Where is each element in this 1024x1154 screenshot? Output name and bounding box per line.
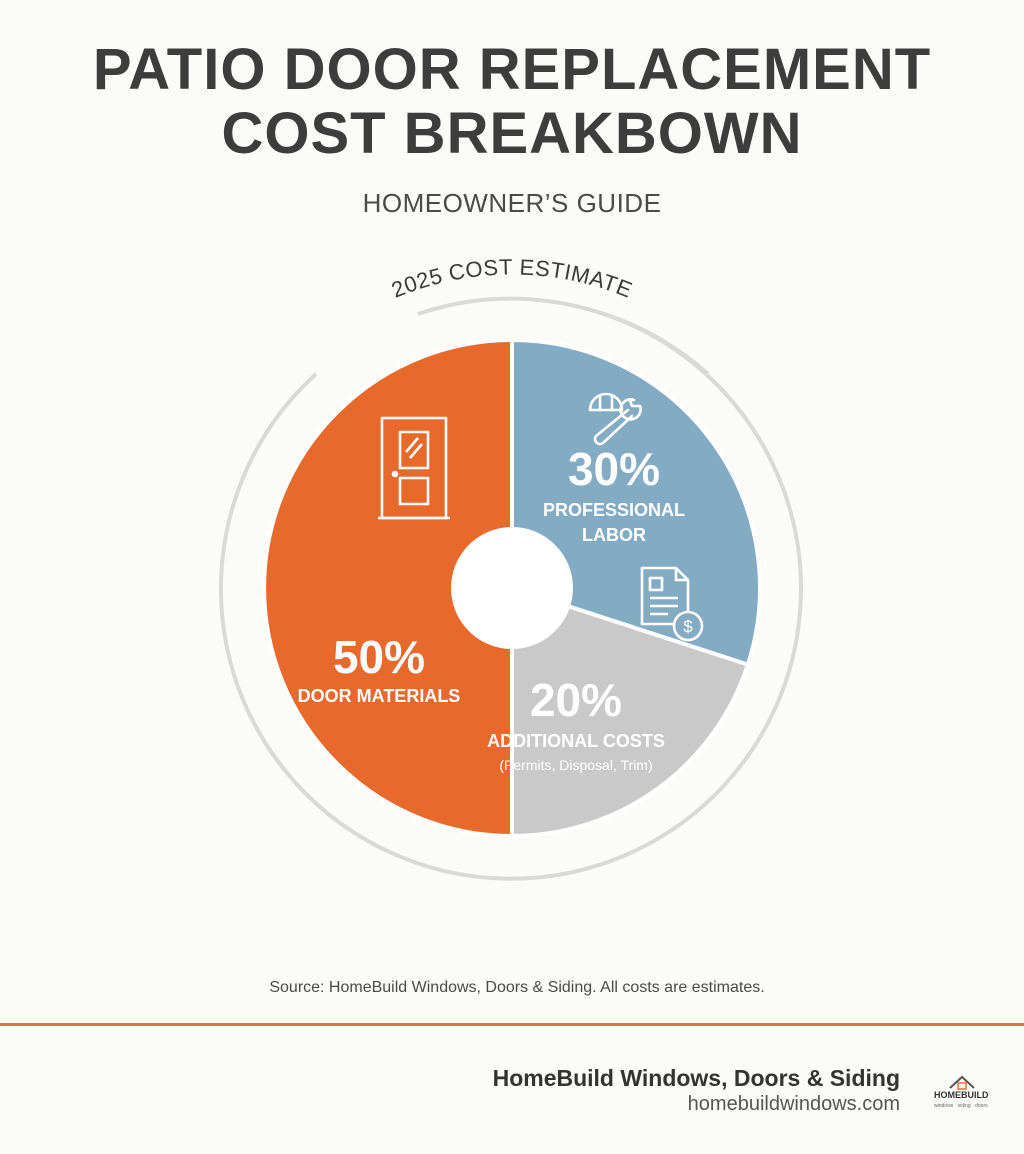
arc-label: 2025 COST ESTIMATE	[387, 254, 636, 303]
slice-category-label: PROFESSIONAL	[542, 500, 686, 520]
logo-subtext: windows · siding · doors	[934, 1103, 988, 1109]
slice-value-label: 20%	[529, 674, 623, 726]
brand-name: HomeBuild Windows, Doors & Siding	[492, 1065, 900, 1091]
subtitle: HOMEOWNER’S GUIDE	[362, 188, 662, 218]
slice-category-label: LABOR	[582, 525, 646, 545]
donut-hole	[451, 527, 573, 649]
slice-value-label: 30%	[567, 443, 661, 495]
title-line-2: COST BREAKBOWN	[221, 101, 803, 166]
source-note: Source: HomeBuild Windows, Doors & Siding. All costs are estimates.	[269, 979, 765, 996]
brand-url: homebuildwindows.com	[687, 1093, 900, 1115]
logo-text: HOMEBUILD	[934, 1090, 989, 1100]
footer-divider	[0, 1023, 1024, 1026]
svg-text:$: $	[683, 617, 693, 636]
slice-value-label: 50%	[332, 631, 426, 683]
slice-category-label: DOOR MATERIALS	[297, 686, 461, 706]
homebuild-logo	[932, 1074, 992, 1114]
title-line-1: PATIO DOOR REPLACEMENT	[92, 37, 932, 102]
brand-block	[493, 1064, 900, 1116]
slice-category-label: ADDITIONAL COSTS	[487, 731, 665, 751]
slice-note: (Permits, Disposal, Trim)	[499, 757, 653, 773]
